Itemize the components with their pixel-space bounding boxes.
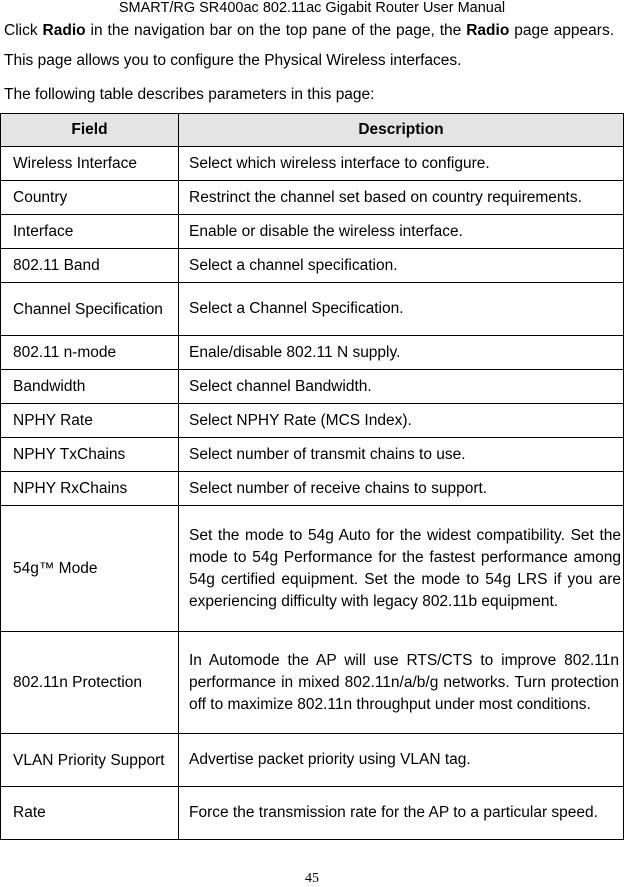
row-field: 802.11n Protection <box>1 632 179 734</box>
table-row <box>1 404 624 438</box>
row-description: Select which wireless interface to configure. <box>179 147 624 181</box>
table-row <box>1 472 624 506</box>
radio-link-term: Radio <box>42 22 86 39</box>
row-field: Wireless Interface <box>1 147 179 181</box>
radio-page-term: Radio <box>466 22 510 39</box>
row-description: Select NPHY Rate (MCS Index). <box>179 404 624 438</box>
table-row <box>1 283 624 336</box>
table-row <box>1 336 624 370</box>
row-field: VLAN Priority Support <box>1 734 179 787</box>
table-row <box>1 147 624 181</box>
row-description: Select a channel specification. <box>179 249 624 283</box>
row-description: Advertise packet priority using VLAN tag. <box>179 734 624 787</box>
table-header-row <box>1 114 624 147</box>
table-intro-paragraph: The following table describes parameters in this page: <box>4 86 375 103</box>
table-row <box>1 370 624 404</box>
table-row <box>1 632 624 734</box>
row-description: Enable or disable the wireless interface. <box>179 215 624 249</box>
table-row <box>1 506 624 632</box>
page-number: 45 <box>305 871 319 886</box>
row-field: Interface <box>1 215 179 249</box>
intro-paragraph <box>4 16 614 76</box>
intro-text-middle: in the navigation bar on the top pane of the page, the <box>85 22 467 39</box>
row-description: Select number of transmit chains to use. <box>179 438 624 472</box>
table-row <box>1 215 624 249</box>
row-field: NPHY RxChains <box>1 472 179 506</box>
row-field: 802.11 n-mode <box>1 336 179 370</box>
row-field: 54g™ Mode <box>1 506 179 632</box>
table-row <box>1 787 624 840</box>
row-field: 802.11 Band <box>1 249 179 283</box>
row-field: Rate <box>1 787 179 840</box>
row-description: Select channel Bandwidth. <box>179 370 624 404</box>
row-description: In Automode the AP will use RTS/CTS to improve 802.11n performance in mixed 802.11n/a/b/g networks. Turn protection off to maximize 802.11n throughput under most conditions. <box>179 632 624 734</box>
row-field: Channel Specification <box>1 283 179 336</box>
table-row <box>1 249 624 283</box>
intro-text-end: page appears. This page allows you to configure the Physical Wireless interfaces. <box>4 22 614 69</box>
page-header: SMART/RG SR400ac 802.11ac Gigabit Router User Manual <box>118 0 506 16</box>
row-field: Bandwidth <box>1 370 179 404</box>
row-description: Force the transmission rate for the AP to a particular speed. <box>179 787 624 840</box>
field-column-header: Field <box>1 114 179 147</box>
row-description: Enale/disable 802.11 N supply. <box>179 336 624 370</box>
row-field: Country <box>1 181 179 215</box>
table-row <box>1 181 624 215</box>
table-row <box>1 438 624 472</box>
parameters-table <box>0 113 624 840</box>
row-field: NPHY TxChains <box>1 438 179 472</box>
row-field: NPHY Rate <box>1 404 179 438</box>
intro-text-start: Click <box>4 22 43 39</box>
row-description: Select a Channel Specification. <box>179 283 624 336</box>
row-description: Restrinct the channel set based on country requirements. <box>179 181 624 215</box>
table-row <box>1 734 624 787</box>
row-description: Set the mode to 54g Auto for the widest compatibility. Set the mode to 54g Performance for the fastest performance among 54g certified equipment. Set the mode to 54g LRS if you are experiencing difficulty with legacy 802.11b equipment. <box>179 506 624 632</box>
description-column-header: Description <box>179 114 624 147</box>
row-description: Select number of receive chains to support. <box>179 472 624 506</box>
